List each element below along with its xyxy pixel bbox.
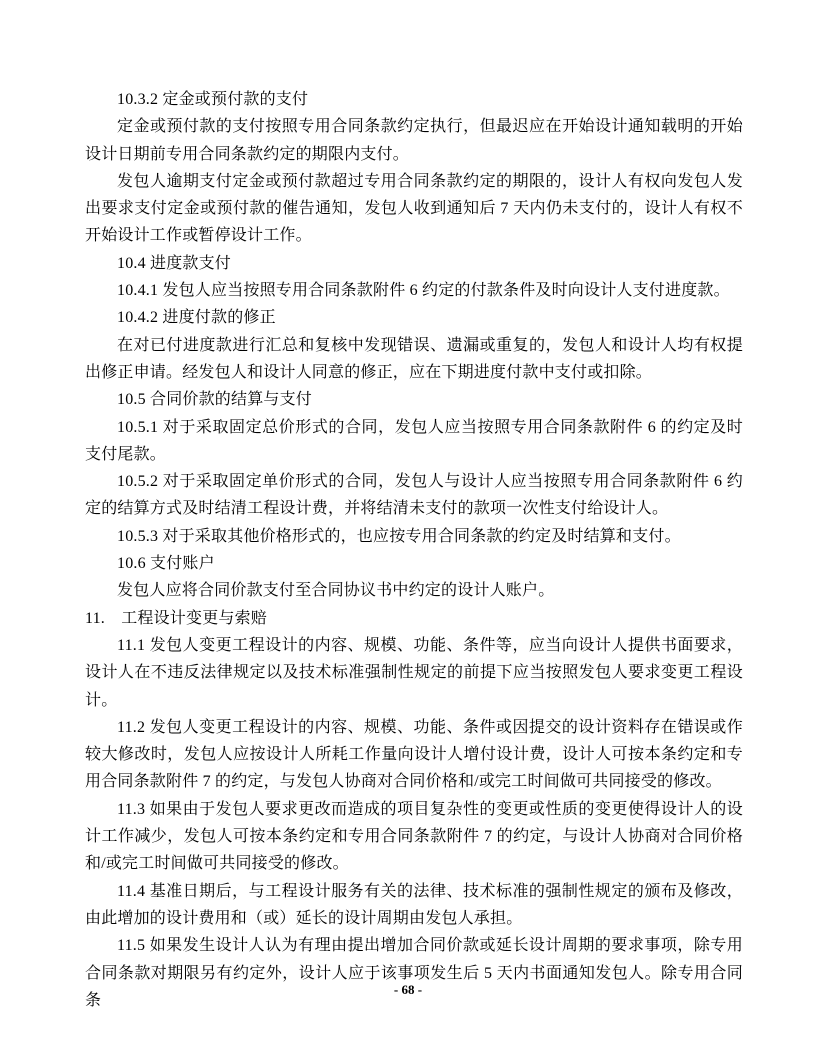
paragraph: 10.4.1 发包人应当按照专用合同条款附件 6 约定的付款条件及时向设计人支付进度款。 (117, 282, 730, 300)
paragraph: 10.5.2 对于采取固定单价形式的合同，发包人与设计人应当按照专用合同条款附件 6 约定的结算方式及时结清工程设计费，并将结清未支付的款项一次性支付给设计人。 (85, 473, 743, 518)
paragraph: 11.5 如果发生设计人认为有理由提出增加合同价款或延长设计周期的要求事项，除专用合同条款对期限另有约定外，设计人应于该事项发生后 5 天内书面通知发包人。除专用合同条 (85, 937, 743, 1009)
clause-heading-10-3-2: 10.3.2 定金或预付款的支付 (117, 91, 309, 108)
paragraph: 10.5.3 对于采取其他价格形式的，也应按专用合同条款的约定及时结算和支付。 (117, 527, 681, 545)
clause-heading-10-6: 10.6 支付账户 (117, 555, 215, 573)
paragraph: 定金或预付款的支付按照专用合同条款约定执行，但最迟应在开始设计通知载明的开始设计日期前专用合同条款约定的期限内支付。 (85, 118, 743, 163)
page-number: - 68 - (393, 982, 423, 997)
paragraph: 发包人应将合同价款支付至合同协议书中约定的设计人账户。 (117, 582, 555, 600)
paragraph: 11.1 发包人变更工程设计的内容、规模、功能、条件等，应当向设计人提供书面要求，设计人在不违反法律规定以及技术标准强制性规定的前提下应当按照发包人要求变更工程设计。 (85, 636, 743, 709)
paragraph: 11.2 发包人变更工程设计的内容、规模、功能、条件或因提交的设计资料存在错误或作较大修改时，发包人应按设计人所耗工作量向设计人增付设计费，设计人可按本条约定和专用合同条款附件 7 的约定，与发包人协商对合同价格和/或完工时间做可共同接受的修改。 (85, 718, 743, 791)
clause-heading-10-4-2: 10.4.2 进度付款的修正 (117, 309, 276, 327)
clause-heading-10-4: 10.4 进度款支付 (117, 254, 232, 272)
document-body (85, 86, 743, 1014)
section-heading-11: 11. 工程设计变更与索赔 (85, 609, 268, 627)
paragraph: 10.5.1 对于采取固定总价形式的合同，发包人应当按照专用合同条款附件 6 的约定及时支付尾款。 (85, 418, 743, 463)
paragraph: 11.3 如果由于发包人要求更改而造成的项目复杂性的变更或性质的变更使得设计人的设计工作减少，发包人可按本条约定和专用合同条款附件 7 的约定，与设计人协商对合同价格和/或完工时间做可共同接受的修改。 (85, 800, 743, 873)
paragraph: 11.4 基准日期后，与工程设计服务有关的法律、技术标准的强制性规定的颁布及修改，由此增加的设计费用和（或）延长的设计周期由发包人承担。 (85, 882, 743, 927)
paragraph: 发包人逾期支付定金或预付款超过专用合同条款约定的期限的，设计人有权向发包人发出要求支付定金或预付款的催告通知，发包人收到通知后 7 天内仍未支付的，设计人有权不开始设计工作或暂停设计工作。 (85, 172, 743, 245)
paragraph: 在对已付进度款进行汇总和复核中发现错误、遗漏或重复的，发包人和设计人均有权提出修正申请。经发包人和设计人同意的修正，应在下期进度付款中支付或扣除。 (85, 336, 743, 381)
clause-heading-10-5: 10.5 合同价款的结算与支付 (117, 391, 313, 409)
